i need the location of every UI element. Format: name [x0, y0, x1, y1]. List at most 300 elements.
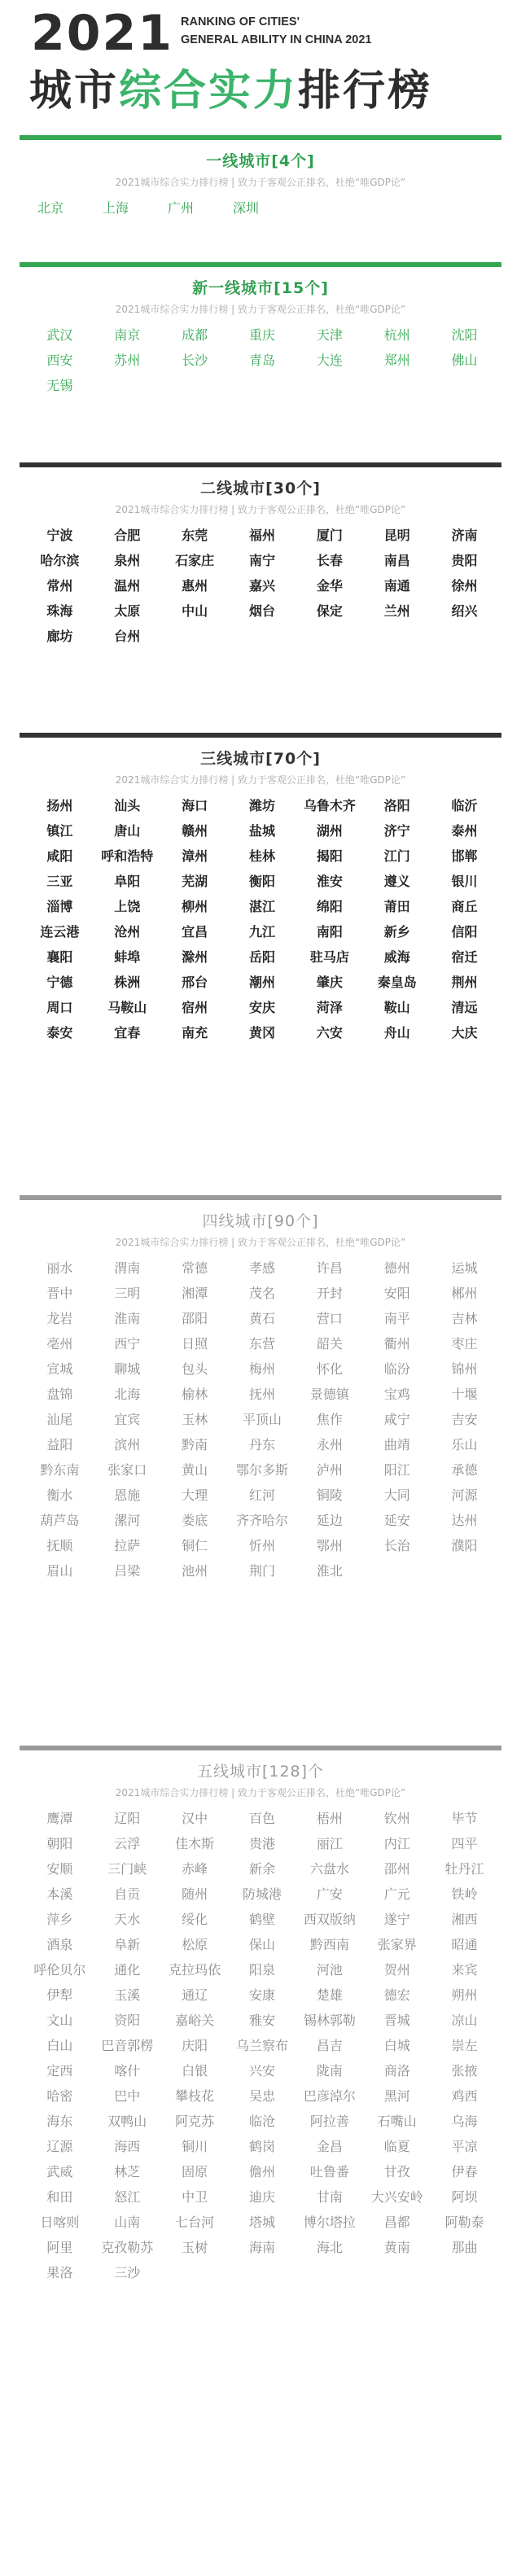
city-name: 平顶山: [242, 1412, 282, 1427]
city-name: 葫芦岛: [40, 1513, 80, 1528]
city-name: 博尔塔拉: [303, 2215, 356, 2230]
city-name: 铜仁: [182, 1538, 208, 1553]
section-divider: [20, 1746, 501, 1750]
city-name: 南宁: [248, 553, 275, 568]
section-title: 四线城市[90个]: [202, 1212, 319, 1230]
city-name: 黑河: [383, 2088, 410, 2104]
city-name: 平凉: [451, 2139, 478, 2154]
city-name: 甘南: [316, 2189, 343, 2205]
city-name: 阜新: [114, 1937, 141, 1952]
city-name: 许昌: [316, 1260, 343, 1276]
city-name: 安阳: [383, 1286, 410, 1301]
city-name: 张家界: [377, 1937, 417, 1952]
city-name: 新乡: [383, 924, 410, 940]
city-name: 锦州: [451, 1361, 478, 1377]
city-name: 宝鸡: [383, 1387, 410, 1402]
city-name: 三沙: [114, 2265, 141, 2280]
city-name: 济宁: [383, 823, 410, 839]
city-name: 临沧: [248, 2114, 275, 2129]
city-name: 漳州: [182, 848, 208, 864]
city-name: 西宁: [114, 1336, 141, 1352]
city-name: 铁岭: [451, 1886, 478, 1902]
city-name: 黔东南: [40, 1462, 80, 1478]
city-name: 四平: [451, 1836, 478, 1851]
city-name: 包头: [182, 1361, 208, 1377]
section-divider: [20, 733, 501, 738]
city-name: 林芝: [114, 2164, 141, 2180]
city-name: 郴州: [451, 1286, 478, 1301]
city-name: 保定: [316, 603, 343, 619]
city-name: 伊犁: [46, 1987, 73, 2003]
city-name: 南昌: [383, 553, 410, 568]
city-name: 中山: [182, 603, 208, 619]
city-name: 阿克苏: [175, 2114, 215, 2129]
city-name: 金华: [316, 578, 343, 594]
city-name: 惠州: [182, 578, 208, 594]
city-name: 郑州: [383, 353, 410, 368]
city-name: 鹤壁: [248, 1912, 275, 1927]
city-name: 连云港: [40, 924, 80, 940]
city-name: 钦州: [383, 1811, 410, 1826]
city-name: 莆田: [383, 899, 410, 914]
city-name: 德宏: [383, 1987, 410, 2003]
city-name: 佛山: [451, 353, 478, 368]
city-name: 泰州: [451, 823, 478, 839]
city-name: 昌吉: [316, 2038, 343, 2053]
city-name: 延安: [383, 1513, 410, 1528]
city-name: 长治: [383, 1538, 410, 1553]
city-name: 天津: [316, 327, 343, 343]
city-name: 滁州: [182, 949, 208, 965]
city-name: 咸宁: [383, 1412, 410, 1427]
city-name: 怒江: [114, 2189, 141, 2205]
city-name: 怀化: [316, 1361, 343, 1377]
city-name: 贵港: [248, 1836, 275, 1851]
city-name: 赣州: [182, 823, 208, 839]
section-subtitle: 2021城市综合实力排行榜 | 致力于客观公正排名，杜绝“唯GDP论”: [115, 1237, 406, 1248]
city-name: 雅安: [248, 2013, 275, 2028]
city-name: 石家庄: [175, 553, 215, 568]
city-name: 南京: [114, 327, 141, 343]
city-name: 固原: [182, 2164, 208, 2180]
city-name: 营口: [316, 1311, 343, 1326]
city-name: 伊春: [451, 2164, 478, 2180]
city-name: 淄博: [46, 899, 73, 914]
city-name: 毕节: [451, 1811, 478, 1826]
city-name: 安康: [248, 1987, 275, 2003]
city-name: 池州: [182, 1563, 208, 1579]
city-name: 恩施: [114, 1487, 141, 1503]
city-name: 临汾: [383, 1361, 410, 1377]
city-name: 绍兴: [451, 603, 478, 619]
city-name: 丹东: [248, 1437, 275, 1452]
city-name: 台州: [114, 629, 141, 644]
city-name: 丽水: [46, 1260, 73, 1276]
city-name: 黄石: [248, 1311, 275, 1326]
section-divider: [20, 1195, 501, 1200]
city-name: 烟台: [248, 603, 275, 619]
city-name: 海东: [46, 2114, 73, 2129]
city-name: 佳木斯: [175, 1836, 215, 1851]
city-name: 凉山: [451, 2013, 478, 2028]
city-name: 锡林郭勒: [303, 2013, 356, 2028]
city-name: 九江: [248, 924, 275, 940]
city-name: 泸州: [316, 1462, 343, 1478]
city-name: 阳江: [383, 1462, 410, 1478]
city-name: 哈尔滨: [40, 553, 80, 568]
city-name: 中卫: [182, 2189, 208, 2205]
city-name: 银川: [451, 874, 478, 889]
city-name: 石嘴山: [377, 2114, 417, 2129]
city-name: 湘潭: [182, 1286, 208, 1301]
city-name: 保山: [248, 1937, 275, 1952]
city-name: 巴中: [114, 2088, 141, 2104]
section-new-tier-1: [20, 262, 501, 454]
city-name: 张掖: [451, 2063, 478, 2079]
city-name: 眉山: [46, 1563, 73, 1579]
city-name: 海西: [114, 2139, 141, 2154]
city-name: 温州: [114, 578, 141, 594]
city-name: 巴彦淖尔: [303, 2088, 356, 2104]
city-name: 泰安: [46, 1025, 73, 1040]
city-name: 信阳: [451, 924, 478, 940]
city-name: 黔南: [182, 1437, 208, 1452]
city-name: 长春: [316, 553, 343, 568]
city-name: 广州: [168, 200, 195, 216]
city-name: 衡阳: [248, 874, 275, 889]
city-name: 邵州: [383, 1861, 410, 1877]
section-tier-2: [20, 462, 501, 721]
city-name: 泉州: [114, 553, 141, 568]
section-divider: [20, 262, 501, 267]
city-name: 通辽: [182, 1987, 208, 2003]
city-name: 贵阳: [451, 553, 478, 568]
city-name: 梧州: [316, 1811, 343, 1826]
city-name: 岳阳: [248, 949, 275, 965]
city-name: 阜阳: [114, 874, 141, 889]
city-name: 新余: [248, 1861, 275, 1877]
city-name: 三亚: [46, 874, 73, 889]
city-name: 酒泉: [46, 1937, 73, 1952]
city-name: 亳州: [46, 1336, 73, 1352]
section-title: 二线城市[30个]: [200, 480, 321, 497]
city-name: 赤峰: [182, 1861, 208, 1877]
city-name: 宜宾: [114, 1412, 141, 1427]
city-name: 白银: [182, 2063, 208, 2079]
city-name: 驻马店: [309, 949, 349, 965]
city-name: 宿迁: [451, 949, 478, 965]
city-name: 吐鲁番: [309, 2164, 349, 2180]
city-name: 文山: [46, 2013, 73, 2028]
city-name: 晋中: [46, 1286, 73, 1301]
city-name: 湛江: [248, 899, 275, 914]
city-name: 日喀则: [40, 2215, 80, 2230]
city-name: 通化: [114, 1962, 141, 1978]
city-grid: [20, 786, 501, 1045]
city-name: 汕头: [114, 798, 141, 813]
city-name: 吕梁: [114, 1563, 141, 1579]
city-name: 攀枝花: [175, 2088, 215, 2104]
city-name: 韶关: [316, 1336, 343, 1352]
city-name: 荆州: [451, 975, 478, 990]
city-name: 兰州: [383, 603, 410, 619]
city-name: 鸡西: [451, 2088, 478, 2104]
city-name: 随州: [182, 1886, 208, 1902]
section-tier-1: [20, 135, 501, 254]
city-name: 延边: [316, 1513, 343, 1528]
city-name: 江门: [383, 848, 410, 864]
section-subtitle: 2021城市综合实力排行榜 | 致力于客观公正排名，杜绝“唯GDP论”: [115, 774, 406, 786]
city-name: 汕尾: [46, 1412, 73, 1427]
city-name: 海口: [182, 798, 208, 813]
city-name: 丽江: [316, 1836, 343, 1851]
city-name: 湖州: [316, 823, 343, 839]
city-name: 武汉: [46, 327, 73, 343]
city-name: 曲靖: [383, 1437, 410, 1452]
city-name: 鄂尔多斯: [235, 1462, 288, 1478]
city-name: 资阳: [114, 2013, 141, 2028]
city-name: 嘉兴: [248, 578, 275, 594]
city-grid: [20, 189, 501, 221]
city-name: 迪庆: [248, 2189, 275, 2205]
city-name: 临沂: [451, 798, 478, 813]
city-name: 柳州: [182, 899, 208, 914]
city-name: 海北: [316, 2240, 343, 2255]
city-name: 齐齐哈尔: [235, 1513, 288, 1528]
city-name: 北海: [114, 1387, 141, 1402]
city-name: 合肥: [114, 528, 141, 543]
city-name: 马鞍山: [107, 1000, 147, 1015]
city-name: 三门峡: [107, 1861, 147, 1877]
city-name: 乌海: [451, 2114, 478, 2129]
city-name: 大庆: [451, 1025, 478, 1040]
page-header: [0, 0, 521, 122]
city-name: 绵阳: [316, 899, 343, 914]
city-name: 娄底: [182, 1513, 208, 1528]
city-name: 舟山: [383, 1025, 410, 1040]
city-grid: [20, 316, 501, 398]
city-name: 景德镇: [309, 1387, 349, 1402]
city-name: 西安: [46, 353, 73, 368]
city-name: 南通: [383, 578, 410, 594]
city-name: 巴音郭楞: [101, 2038, 154, 2053]
city-name: 萍乡: [46, 1912, 73, 1927]
city-name: 克孜勒苏: [101, 2240, 154, 2255]
city-name: 武威: [46, 2164, 73, 2180]
city-name: 潍坊: [248, 798, 275, 813]
city-name: 唐山: [114, 823, 141, 839]
city-name: 宁德: [46, 975, 73, 990]
city-name: 德州: [383, 1260, 410, 1276]
city-name: 宜春: [114, 1025, 141, 1040]
city-name: 安顺: [46, 1861, 73, 1877]
city-name: 北京: [37, 200, 64, 216]
city-name: 咸阳: [46, 848, 73, 864]
city-name: 广安: [316, 1886, 343, 1902]
section-subtitle: 2021城市综合实力排行榜 | 致力于客观公正排名，杜绝“唯GDP论”: [115, 504, 406, 515]
city-name: 揭阳: [316, 848, 343, 864]
section-title: 五线城市[128]个: [196, 1763, 325, 1781]
city-name: 绥化: [182, 1912, 208, 1927]
city-name: 昭通: [451, 1937, 478, 1952]
header-english-title: [181, 13, 371, 49]
city-name: 宁波: [46, 528, 73, 543]
section-divider: [20, 135, 501, 140]
city-name: 榆林: [182, 1387, 208, 1402]
section-tier-5: [20, 1746, 501, 2564]
city-name: 辽阳: [114, 1811, 141, 1826]
city-name: 来宾: [451, 1962, 478, 1978]
header-year: 2021: [31, 5, 173, 62]
city-name: 拉萨: [114, 1538, 141, 1553]
city-name: 阳泉: [248, 1962, 275, 1978]
city-name: 玉溪: [114, 1987, 141, 2003]
city-name: 邵阳: [182, 1311, 208, 1326]
city-name: 庆阳: [182, 2038, 208, 2053]
city-name: 济南: [451, 528, 478, 543]
city-name: 青岛: [248, 353, 275, 368]
city-name: 桂林: [248, 848, 275, 864]
city-name: 本溪: [46, 1886, 73, 1902]
section-subtitle: 2021城市综合实力排行榜 | 致力于客观公正排名，杜绝“唯GDP论”: [115, 304, 406, 315]
city-name: 阿勒泰: [444, 2215, 484, 2230]
city-grid: [20, 516, 501, 649]
city-name: 大兴安岭: [370, 2189, 423, 2205]
city-name: 东莞: [182, 528, 208, 543]
city-name: 清远: [451, 1000, 478, 1015]
city-name: 阿坝: [451, 2189, 478, 2205]
section-title: 新一线城市[15个]: [192, 279, 329, 297]
city-name: 盘锦: [46, 1387, 73, 1402]
city-name: 鄂州: [316, 1538, 343, 1553]
city-name: 三明: [114, 1286, 141, 1301]
city-name: 阿里: [46, 2240, 73, 2255]
city-name: 辽源: [46, 2139, 73, 2154]
city-name: 厦门: [316, 528, 343, 543]
section-tier-3: [20, 733, 501, 1185]
city-name: 儋州: [248, 2164, 275, 2180]
city-name: 邢台: [182, 975, 208, 990]
city-name: 渭南: [114, 1260, 141, 1276]
city-name: 日照: [182, 1336, 208, 1352]
city-name: 嘉峪关: [175, 2013, 215, 2028]
city-grid: [20, 1249, 501, 1584]
city-name: 张家口: [107, 1462, 147, 1478]
city-name: 定西: [46, 2063, 73, 2079]
city-name: 晋城: [383, 2013, 410, 2028]
city-name: 淮安: [316, 874, 343, 889]
city-name: 上饶: [114, 899, 141, 914]
city-grid: [20, 1799, 501, 2285]
city-name: 常州: [46, 578, 73, 594]
section-subtitle: 2021城市综合实力排行榜 | 致力于客观公正排名，杜绝“唯GDP论”: [115, 1787, 406, 1798]
city-name: 十堰: [451, 1387, 478, 1402]
title-part-3: 排行榜: [298, 67, 433, 116]
city-name: 鹰潭: [46, 1811, 73, 1826]
city-name: 遂宁: [383, 1912, 410, 1927]
city-name: 南平: [383, 1311, 410, 1326]
city-name: 和田: [46, 2189, 73, 2205]
city-name: 云浮: [114, 1836, 141, 1851]
city-name: 南充: [182, 1025, 208, 1040]
city-name: 湘西: [451, 1912, 478, 1927]
city-name: 六盘水: [309, 1861, 349, 1877]
city-name: 衢州: [383, 1336, 410, 1352]
city-name: 邯郸: [451, 848, 478, 864]
city-name: 广元: [383, 1886, 410, 1902]
section-divider: [20, 462, 501, 467]
city-name: 陇南: [316, 2063, 343, 2079]
city-name: 宿州: [182, 1000, 208, 1015]
city-name: 乐山: [451, 1437, 478, 1452]
city-name: 濮阳: [451, 1538, 478, 1553]
city-name: 淮北: [316, 1563, 343, 1579]
city-name: 沈阳: [451, 327, 478, 343]
city-name: 孝感: [248, 1260, 275, 1276]
city-name: 芜湖: [182, 874, 208, 889]
city-name: 哈密: [46, 2088, 73, 2104]
city-name: 菏泽: [316, 1000, 343, 1015]
city-name: 兴安: [248, 2063, 275, 2079]
city-name: 枣庄: [451, 1336, 478, 1352]
city-name: 天水: [114, 1912, 141, 1927]
city-name: 大同: [383, 1487, 410, 1503]
city-name: 汉中: [182, 1811, 208, 1826]
city-name: 襄阳: [46, 949, 73, 965]
header-english-line-2: GENERAL ABILITY IN CHINA 2021: [181, 33, 372, 46]
city-name: 南阳: [316, 924, 343, 940]
title-part-2: 综合实力: [119, 67, 299, 116]
city-name: 呼伦贝尔: [33, 1962, 86, 1978]
city-name: 益阳: [46, 1437, 73, 1452]
city-name: 滨州: [114, 1437, 141, 1452]
city-name: 双鸭山: [107, 2114, 147, 2129]
city-name: 抚顺: [46, 1538, 73, 1553]
city-name: 鹤岗: [248, 2139, 275, 2154]
city-name: 阿拉善: [309, 2114, 349, 2129]
city-name: 潮州: [248, 975, 275, 990]
title-part-1: 城市: [29, 67, 120, 116]
city-name: 贺州: [383, 1962, 410, 1978]
city-name: 株洲: [114, 975, 141, 990]
city-name: 太原: [114, 603, 141, 619]
city-name: 内江: [383, 1836, 410, 1851]
city-name: 苏州: [114, 353, 141, 368]
city-name: 聊城: [114, 1361, 141, 1377]
city-name: 大理: [182, 1487, 208, 1503]
city-name: 遵义: [383, 874, 410, 889]
city-name: 深圳: [233, 200, 260, 216]
city-name: 抚州: [248, 1387, 275, 1402]
city-name: 铜川: [182, 2139, 208, 2154]
city-name: 衡水: [46, 1487, 73, 1503]
city-name: 黄山: [182, 1462, 208, 1478]
city-name: 长沙: [182, 353, 208, 368]
city-name: 黄冈: [248, 1025, 275, 1040]
city-name: 乌鲁木齐: [303, 798, 356, 813]
city-name: 宜昌: [182, 924, 208, 940]
city-name: 开封: [316, 1286, 343, 1301]
city-name: 山南: [114, 2215, 141, 2230]
city-name: 海南: [248, 2240, 275, 2255]
city-name: 那曲: [451, 2240, 478, 2255]
city-name: 镇江: [46, 823, 73, 839]
city-name: 红河: [248, 1487, 275, 1503]
city-name: 玉林: [182, 1412, 208, 1427]
city-name: 黄南: [383, 2240, 410, 2255]
city-name: 昆明: [383, 528, 410, 543]
city-name: 宣城: [46, 1361, 73, 1377]
